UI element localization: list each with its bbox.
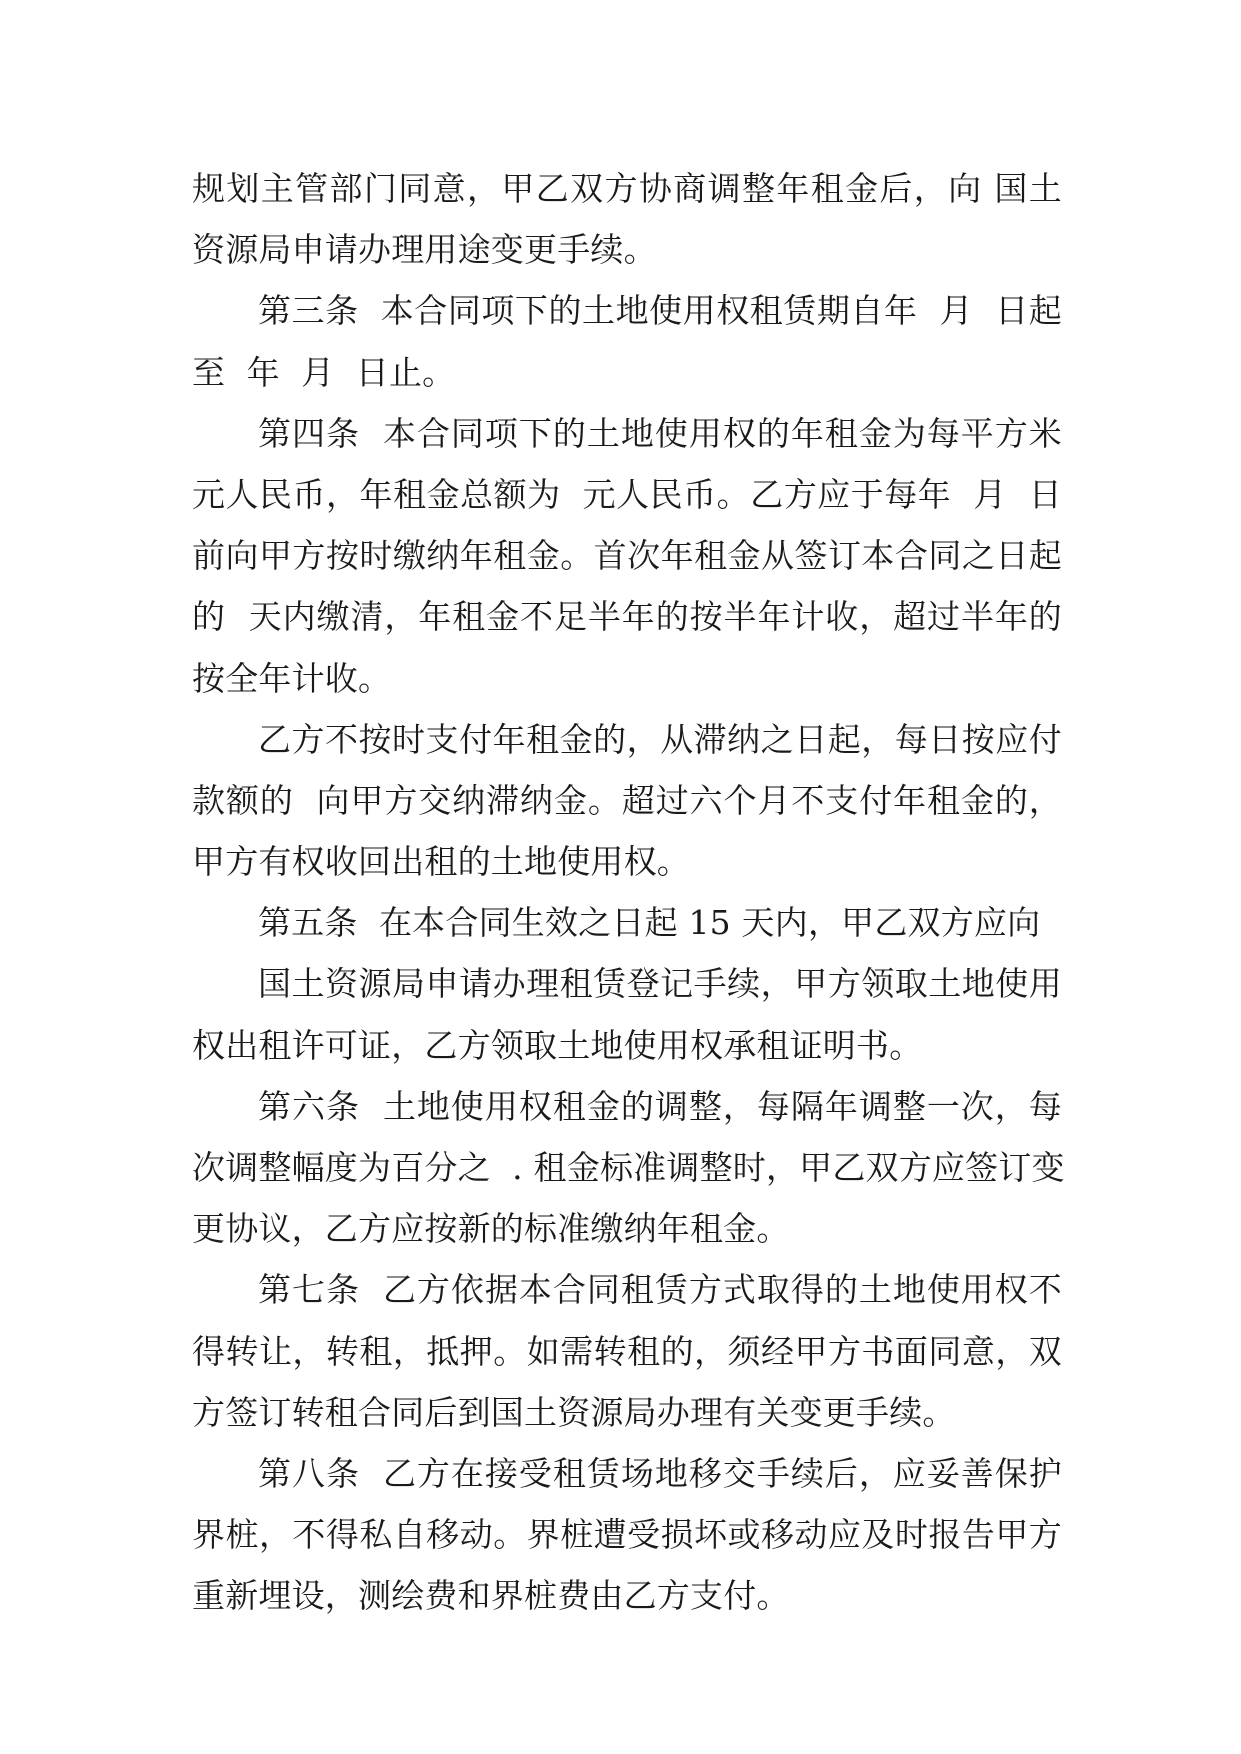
- text-line: 甲方有权收回出租的土地使用权。: [192, 842, 690, 882]
- text-line: 款额的 向甲方交纳滞纳金。超过六个月不支付年租金的，: [192, 780, 1062, 820]
- text-line: 规划主管部门同意，甲乙双方协商调整年租金后，向 国土: [192, 169, 1062, 208]
- text-line: 至 年 月 日止。: [192, 352, 456, 392]
- document-body: [192, 158, 1065, 1627]
- text-line: 更协议，乙方应按新的标准缴纳年租金。: [192, 1209, 790, 1249]
- article-3-line: 第三条 本合同项下的土地使用权租赁期自年 月 日起: [258, 291, 1062, 331]
- text-line: 重新埋设，测绘费和界桩费由乙方支付。: [192, 1576, 790, 1616]
- text-line: 方签订转租合同后到国土资源局办理有关变更手续。: [192, 1392, 956, 1432]
- text-line: 次调整幅度为百分之 . 租金标准调整时，甲乙双方应签订变: [192, 1148, 1065, 1187]
- text-line: 前向甲方按时缴纳年租金。首次年租金从签订本合同之日起: [192, 536, 1062, 576]
- text-line: 国土资源局申请办理租赁登记手续，甲方领取土地使用: [258, 964, 1062, 1004]
- text-line: 按全年计收。: [192, 658, 392, 698]
- text-line: 权出租许可证，乙方领取土地使用权承租证明书。: [192, 1025, 923, 1065]
- article-6-line: 第六条 土地使用权租金的调整，每隔年调整一次，每: [258, 1086, 1062, 1126]
- text-line: 资源局申请办理用途变更手续。: [192, 230, 657, 270]
- article-4-line: 第四条 本合同项下的土地使用权的年租金为每平方米: [258, 413, 1062, 453]
- text-line: 元人民币，年租金总额为 元人民币。乙方应于每年 月 日: [192, 474, 1062, 514]
- article-8-line: 第八条 乙方在接受租赁场地移交手续后，应妥善保护: [258, 1453, 1062, 1493]
- text-line: 得转让，转租，抵押。如需转租的，须经甲方书面同意，双: [192, 1331, 1062, 1371]
- article-5-line: 第五条 在本合同生效之日起 15 天内，甲乙双方应向: [258, 903, 1041, 943]
- text-line: 界桩，不得私自移动。界桩遭受损坏或移动应及时报告甲方: [192, 1515, 1062, 1555]
- article-7-line: 第七条 乙方依据本合同租赁方式取得的土地使用权不: [258, 1270, 1062, 1310]
- paragraph-start-line: 乙方不按时支付年租金的，从滞纳之日起，每日按应付: [258, 719, 1062, 759]
- text-line: 的 天内缴清，年租金不足半年的按半年计收，超过半年的: [192, 597, 1062, 637]
